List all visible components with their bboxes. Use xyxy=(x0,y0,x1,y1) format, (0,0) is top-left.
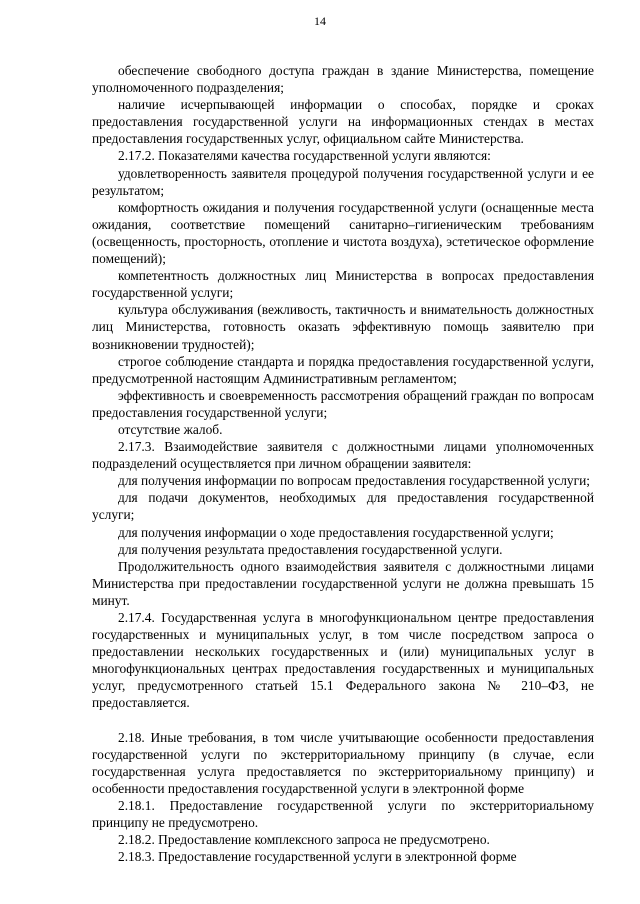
paragraph: 2.17.3. Взаимодействие заявителя с должностными лицами уполномоченных подразделений осуществляется при личном обращении заявителя: xyxy=(92,439,594,472)
paragraph: для получения результата предоставления государственной услуги. xyxy=(118,541,503,557)
paragraph: компетентность должностных лиц Министерства в вопросах предоставления государственной услуги; xyxy=(92,268,594,301)
paragraph: эффективность и своевременность рассмотрения обращений граждан по вопросам предоставления государственной услуги; xyxy=(92,387,594,420)
page-number: 14 xyxy=(314,14,326,28)
paragraph: для подачи документов, необходимых для предоставления государственной услуги; xyxy=(92,490,594,523)
paragraph: 2.17.2. Показателями качества государственной услуги являются: xyxy=(118,148,491,164)
paragraph: 2.18.2. Предоставление комплексного запроса не предусмотрено. xyxy=(118,832,490,848)
paragraph: культура обслуживания (вежливость, тактичность и внимательность должностных лиц Министерства, готовность оказать эффективную помощь заявителю при возникновении трудностей); xyxy=(92,302,594,352)
paragraph: обеспечение свободного доступа граждан в здание Министерства, помещение уполномоченного подразделения; xyxy=(92,63,594,96)
paragraph: 2.18.1. Предоставление государственной услуги по экстерриториальному принципу не предусмотрено. xyxy=(92,797,594,831)
paragraph: комфортность ожидания и получения государственной услуги (оснащенные места ожидания, соответствие помещений санитарно–гигиеническим требованиям (освещенность, просторность, отопление и чистота воздуха), эстетическое оформление помещений); xyxy=(92,199,594,267)
paragraph: отсутствие жалоб. xyxy=(118,421,223,437)
paragraph: 2.17.4. Государственная услуга в многофункциональном центре предоставления государственных и муниципальных услуг, в том числе посредством запроса о предоставлении нескольких государственных и (или) муниципальных услуг в многофункциональных центрах предоставления государственных и муниципальных услуг, предусмотренного статьей 15.1 Федерального закона № 210–ФЗ, не предоставляется. xyxy=(92,610,594,711)
paragraph: Продолжительность одного взаимодействия заявителя с должностными лицами Министерства при предоставлении государственной услуги не должна превышать 15 минут. xyxy=(92,558,594,608)
paragraph: 2.18.3. Предоставление государственной услуги в электронной форме xyxy=(118,849,517,865)
paragraph: для получения информации о ходе предоставления государственной услуги; xyxy=(118,524,554,540)
section-heading-paragraph: 2.18. Иные требования, в том числе учитывающие особенности предоставления государственной услуги по экстерриториальному принципу (в случае, если государственная услуга предоставляется по экстерриториальному принципу) и особенности предоставления государственной услуги в электронной форме xyxy=(92,729,594,796)
document-body xyxy=(92,62,594,865)
paragraph: для получения информации по вопросам предоставления государственной услуги; xyxy=(118,473,591,489)
paragraph: наличие исчерпывающей информации о способах, порядке и сроках предоставления государственной услуги на информационных стендах в местах предоставления государственных услуг, официальном сайте Министерства. xyxy=(92,97,594,147)
paragraph: удовлетворенность заявителя процедурой получения государственной услуги и ее результатом; xyxy=(92,165,594,198)
paragraph: строгое соблюдение стандарта и порядка предоставления государственной услуги, предусмотренной настоящим Административным регламентом; xyxy=(92,353,594,386)
